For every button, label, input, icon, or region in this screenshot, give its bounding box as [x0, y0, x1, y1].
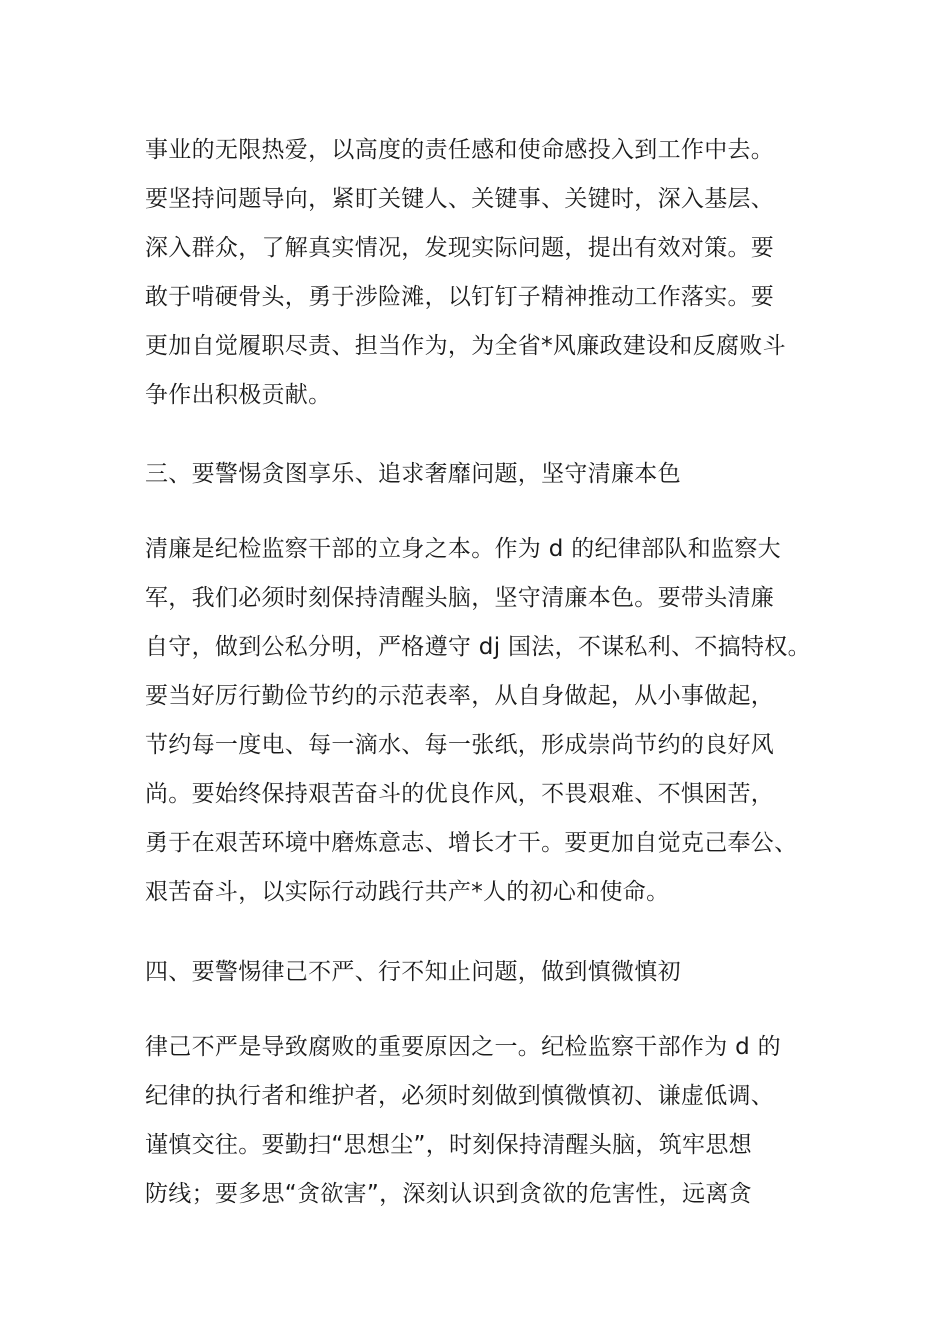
paragraph-line: 防线；要多思“贪欲害”，深刻认识到贪欲的危害性，远离贪 — [145, 1181, 752, 1207]
paragraph-line: 事业的无限热爱，以高度的责任感和使命感投入到工作中去。 — [145, 137, 775, 163]
paragraph-line: 节约每一度电、每一滴水、每一张纸，形成崇尚节约的良好风 — [145, 732, 775, 758]
paragraph-line: 敢于啃硬骨头，勇于涉险滩，以钉钉子精神推动工作落实。要 — [145, 284, 775, 310]
paragraph-line: 律己不严是导致腐败的重要原因之一。纪检监察干部作为 d 的 — [145, 1034, 781, 1060]
paragraph-line: 军，我们必须时刻保持清醒头脑，坚守清廉本色。要带头清廉 — [145, 585, 775, 611]
section-heading-3 — [145, 450, 845, 499]
paragraph-line: 争作出积极贡献。 — [145, 382, 332, 408]
paragraph-line: 要坚持问题导向，紧盯关键人、关键事、关键时，深入基层、 — [145, 186, 775, 212]
paragraph-line: 谨慎交往。要勤扫“思想尘”，时刻保持清醒头脑，筑牢思想 — [145, 1132, 752, 1158]
paragraph-line: 尚。要始终保持艰苦奋斗的优良作风，不畏艰难、不惧困苦， — [145, 781, 775, 807]
body-paragraph-3 — [145, 1023, 845, 1219]
section-heading-text: 三、要警惕贪图享乐、追求奢靡问题，坚守清廉本色 — [145, 461, 681, 487]
paragraph-line: 艰苦奋斗，以实际行动践行共产*人的初心和使命。 — [145, 879, 670, 905]
section-heading-4 — [145, 948, 845, 997]
paragraph-line: 自守，做到公私分明，严格遵守 dj 国法，不谋私利、不搞特权。 — [145, 634, 811, 660]
section-heading-text: 四、要警惕律己不严、行不知止问题，做到慎微慎初 — [145, 959, 681, 985]
paragraph-line: 勇于在艰苦环境中磨炼意志、增长才干。要更加自觉克己奉公、 — [145, 830, 798, 856]
paragraph-line: 清廉是纪检监察干部的立身之本。作为 d 的纪律部队和监察大 — [145, 536, 781, 562]
paragraph-line: 纪律的执行者和维护者，必须时刻做到慎微慎初、谦虚低调、 — [145, 1083, 775, 1109]
body-paragraph-2 — [145, 525, 845, 917]
paragraph-line: 更加自觉履职尽责、担当作为，为全省*风廉政建设和反腐败斗 — [145, 333, 786, 359]
body-paragraph-1 — [145, 126, 845, 420]
paragraph-line: 深入群众，了解真实情况，发现实际问题，提出有效对策。要 — [145, 235, 775, 261]
paragraph-line: 要当好厉行勤俭节约的示范表率，从自身做起，从小事做起， — [145, 683, 775, 709]
